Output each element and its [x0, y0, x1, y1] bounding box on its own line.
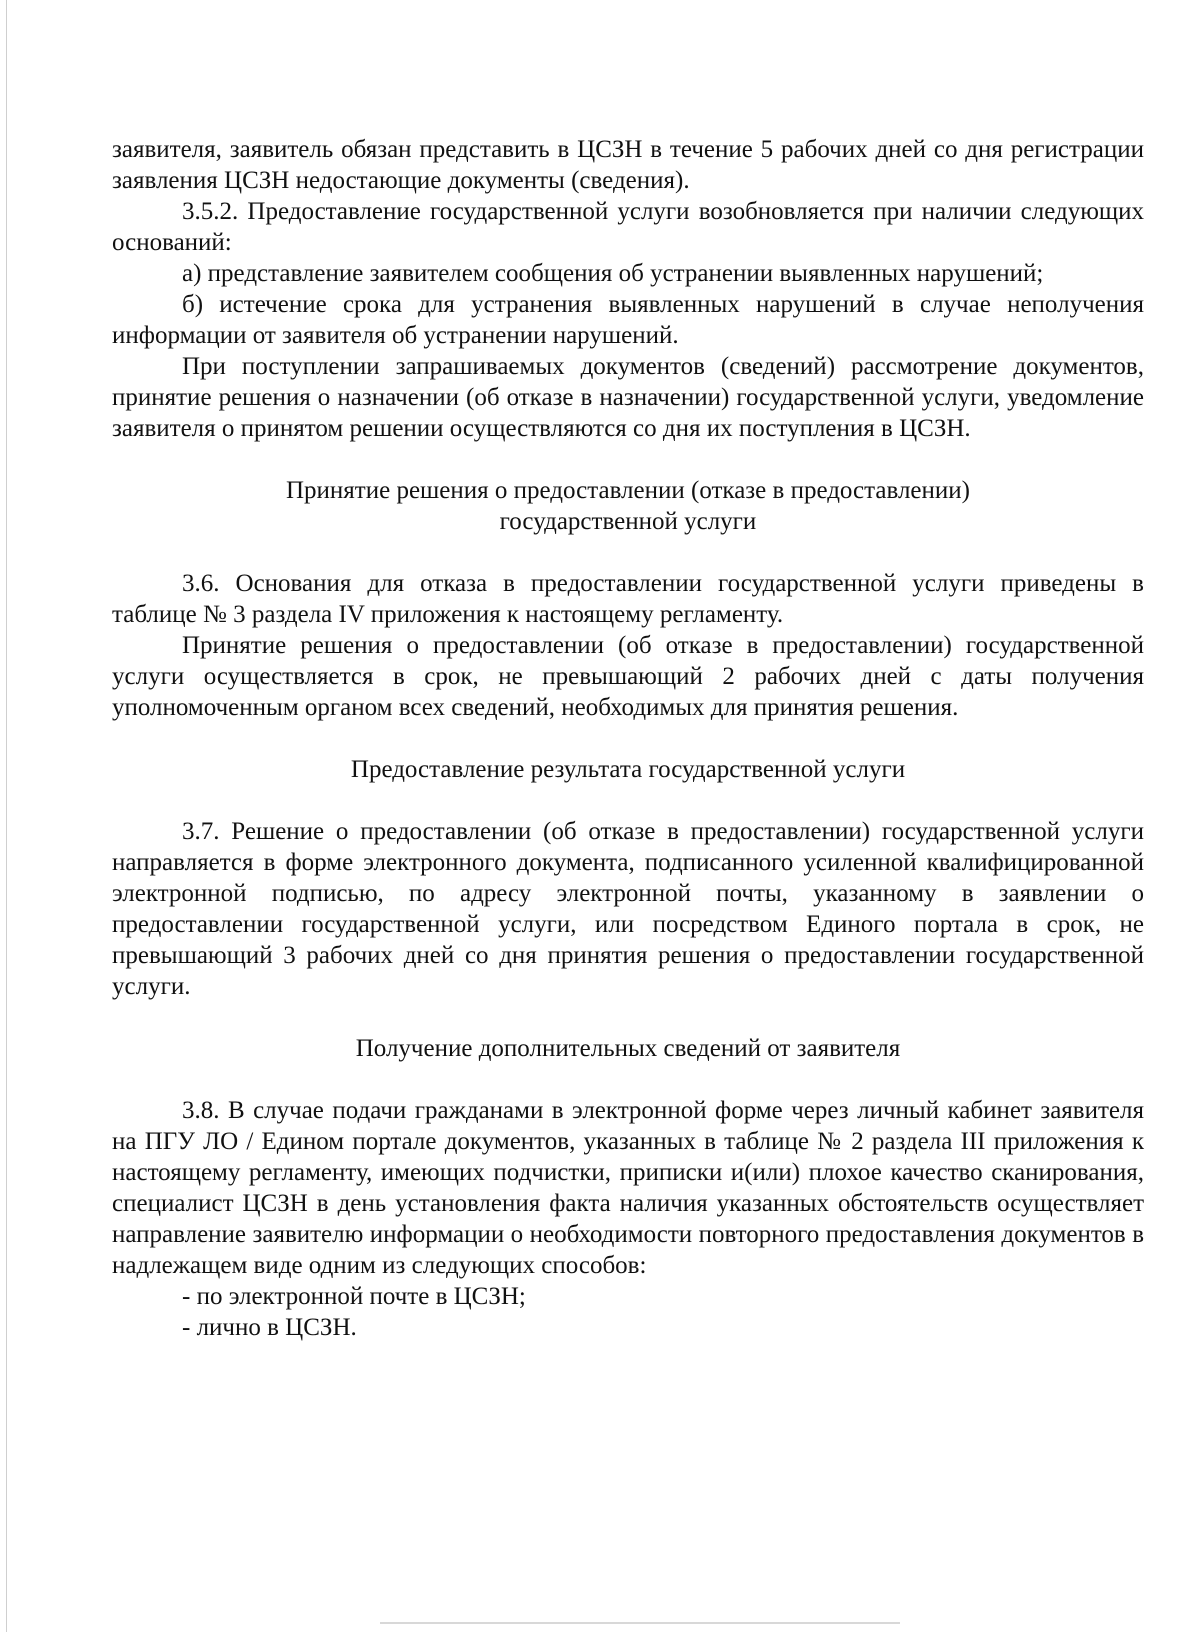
paragraph-documents-received: При поступлении запрашиваемых документов (сведений) рассмотрение документов, принятие решения о назначении (об отказе в назначении) государственной услуги, уведомление заявителя о принятом решении осуществляются со дня их поступления в ЦСЗН.	[112, 353, 1144, 442]
heading-result: Предоставление результата государственной услуги	[350, 756, 906, 783]
scan-left-edge	[6, 0, 7, 1632]
paragraph-3-6: 3.6. Основания для отказа в предоставлении государственной услуги приведены в таблице № 3 раздела IV приложения к настоящему регламенту.	[112, 570, 1144, 628]
paragraph-3-8: 3.8. В случае подачи гражданами в электронной форме через личный кабинет заявителя на ПГУ ЛО / Едином портале документов, указанных в таблице № 2 раздела III приложения к настоящему регламенту, имеющих подчистки, приписки и(или) плохое качество сканирования, специалист ЦСЗН в день установления факта наличия указанных обстоятельств осуществляет направление заявителю информации о необходимости повторного предоставления документов в надлежащем виде одним из следующих способов:	[112, 1097, 1144, 1279]
paragraph-3-5-2: 3.5.2. Предоставление государственной услуги возобновляется при наличии следующих оснований:	[112, 198, 1144, 256]
heading-additional-info: Получение дополнительных сведений от заявителя	[355, 1035, 901, 1062]
paragraph-decision-term: Принятие решения о предоставлении (об отказе в предоставлении) государственной услуги осуществляется в срок, не превышающий 2 рабочих дней с даты получения уполномоченным органом всех сведений, необходимых для принятия решения.	[112, 632, 1144, 721]
heading-decision-line2: государственной услуги	[499, 508, 757, 535]
paragraph-basis-b: б) истечение срока для устранения выявленных нарушений в случае неполучения информации от заявителя об устранении нарушений.	[112, 291, 1144, 349]
list-item-in-person: - лично в ЦСЗН.	[182, 1314, 357, 1341]
paragraph-continuation: заявителя, заявитель обязан представить в ЦСЗН в течение 5 рабочих дней со дня регистрации заявления ЦСЗН недостающие документы (сведения).	[112, 136, 1144, 194]
list-item-email: - по электронной почте в ЦСЗН;	[182, 1283, 526, 1310]
paragraph-basis-a: а) представление заявителем сообщения об устранении выявленных нарушений;	[182, 260, 1044, 287]
paragraph-3-7: 3.7. Решение о предоставлении (об отказе в предоставлении) государственной услуги направляется в форме электронного документа, подписанного усиленной квалифицированной электронной подписью, по адресу электронной почты, указанному в заявлении о предоставлении государственной услуги, или посредством Единого портала в срок, не превышающий 3 рабочих дней со дня принятия решения о предоставлении государственной услуги.	[112, 818, 1144, 1000]
scan-bottom-edge	[380, 1622, 900, 1624]
heading-decision-line1: Принятие решения о предоставлении (отказе в предоставлении)	[286, 477, 970, 504]
document-body	[112, 134, 1144, 1343]
